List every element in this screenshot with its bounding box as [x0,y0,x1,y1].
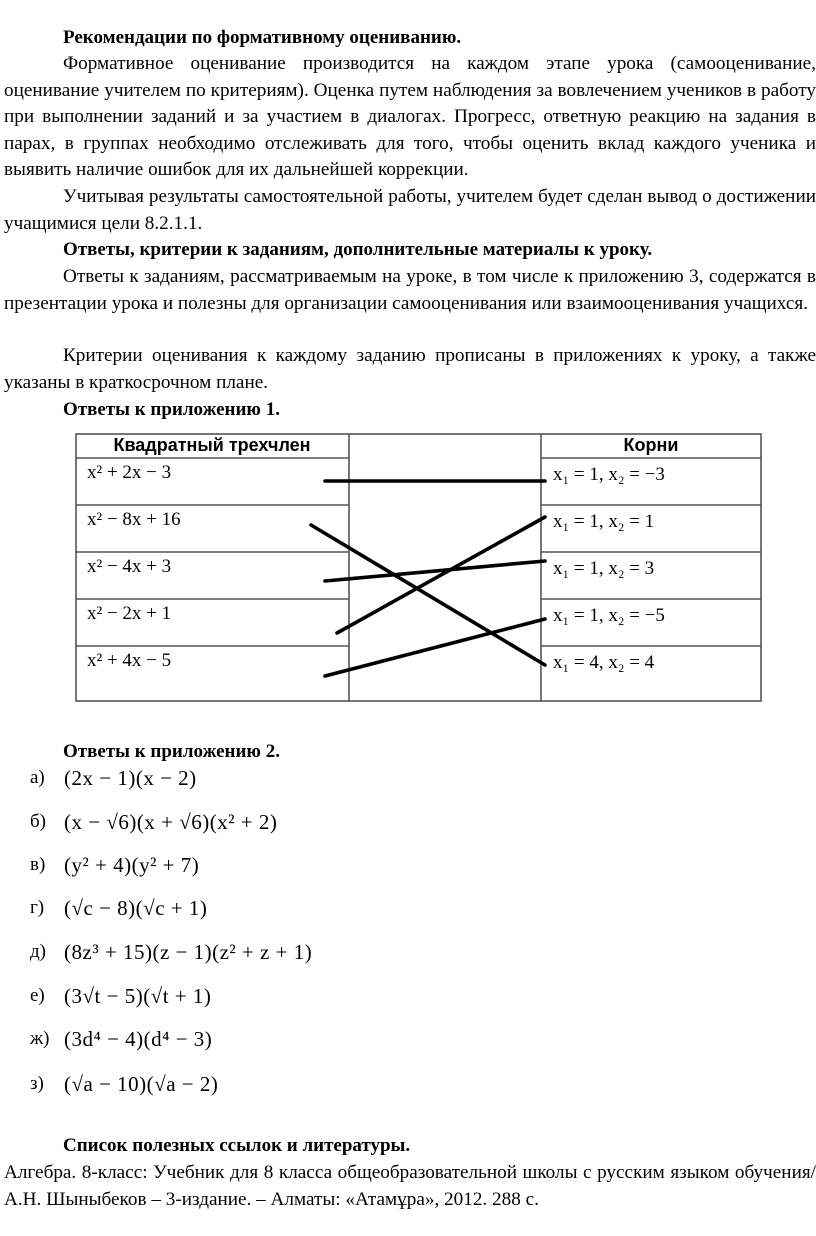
answer-item [30,976,211,1016]
root-x2: x₂ = 4 [608,652,655,673]
answer-item [30,802,277,842]
answer-expression: (3d⁴ − 4)(d⁴ − 3) [64,1026,213,1051]
match-line-5-4 [325,619,545,676]
trinomial-3: x² − 4x + 3 [87,556,172,577]
match-line-4-2 [337,517,545,633]
answer-label: г) [30,897,45,918]
formative-title: Рекомендации по формативному оцениванию. [63,27,462,48]
header-trinomial: Квадратный трехчлен [113,435,311,455]
trinomial-4: x² − 2x + 1 [87,603,172,624]
root-x2: x₂ = −5 [608,605,665,626]
match-line-2-5 [311,525,545,665]
literature-title: Список полезных ссылок и литературы. [63,1135,411,1156]
roots-2 [553,511,654,533]
literature-entry: Алгебра. 8-класс: Учебник для 8 класса общеобразовательной школы с русским языком обучения/ А.Н. Шыныбеков – 3-издание. – Алматы: «Атамұра», 2012. 288 с. [4,1162,816,1210]
answer-item [30,888,207,928]
root-x2: x₂ = 3 [608,558,655,579]
answer-expression: (√c − 8)(√c + 1) [64,895,208,920]
answers-paragraph-1: Ответы к заданиям, рассматриваемым на уроке, в том числе к приложению 3, содержатся в презентации урока и полезны для организации самооценивания или взаимооценивания учащихся. [4,266,816,314]
answer-label: б) [30,811,46,832]
answer-item [30,932,312,972]
formative-paragraph-2: Учитывая результаты самостоятельной работы, учителем будет сделан вывод о достижении учащимися цели 8.2.1.1. [4,186,816,234]
answer-item [30,1019,212,1059]
root-x2: x₂ = 1 [608,511,655,532]
answer-label: ж) [30,1028,50,1049]
answer-label: з) [30,1073,44,1094]
answer-item [30,1064,218,1104]
appendix2-title: Ответы к приложению 2. [63,741,280,762]
roots-5 [553,652,654,674]
roots-4 [553,605,665,627]
roots-1 [553,464,665,486]
answer-label: д) [30,941,46,962]
answer-expression: (8z³ + 15)(z − 1)(z² + z + 1) [64,939,313,964]
root-x1: x₁ = 4, [553,652,604,673]
answer-label: в) [30,854,46,875]
header-roots: Корни [623,435,679,455]
root-x1: x₁ = 1, [553,605,604,626]
answer-expression: (3√t − 5)(√t + 1) [64,983,212,1008]
answer-expression: (x − √6)(x + √6)(x² + 2) [64,809,278,834]
root-x1: x₁ = 1, [553,464,604,485]
answer-expression: (y² + 4)(y² + 7) [64,852,200,877]
trinomial-2: x² − 8x + 16 [87,509,181,530]
root-x1: x₁ = 1, [553,558,604,579]
matching-table [75,433,762,702]
roots-3 [553,558,654,580]
trinomial-5: x² + 4x − 5 [87,650,172,671]
formative-paragraph-1: Формативное оценивание производится на каждом этапе урока (самооценивание, оценивание учителем по критериям). Оценка путем наблюдения за вовлечением учеников в работу при выполнении заданий и за участием в диалогах. Прогресс, ответную реакцию на задания в парах, в группах необходимо отслеживать для того, чтобы оценить вклад каждого ученика и выявить наличие ошибок для их дальнейшей коррекции. [4,53,816,180]
answer-label: е) [30,985,45,1006]
answer-item [30,845,199,885]
trinomial-1: x² + 2x − 3 [87,462,172,483]
answer-label: а) [30,767,45,788]
appendix1-title: Ответы к приложению 1. [63,399,280,420]
answers-section-title: Ответы, критерии к заданиям, дополнительные материалы к уроку. [63,239,653,260]
answer-expression: (2x − 1)(x − 2) [64,765,197,790]
root-x2: x₂ = −3 [608,464,665,485]
answers-paragraph-2: Критерии оценивания к каждому заданию прописаны в приложениях к уроку, а также указаны в краткосрочном плане. [4,345,816,393]
root-x1: x₁ = 1, [553,511,604,532]
answer-item [30,758,197,798]
answer-expression: (√a − 10)(√a − 2) [64,1071,219,1096]
